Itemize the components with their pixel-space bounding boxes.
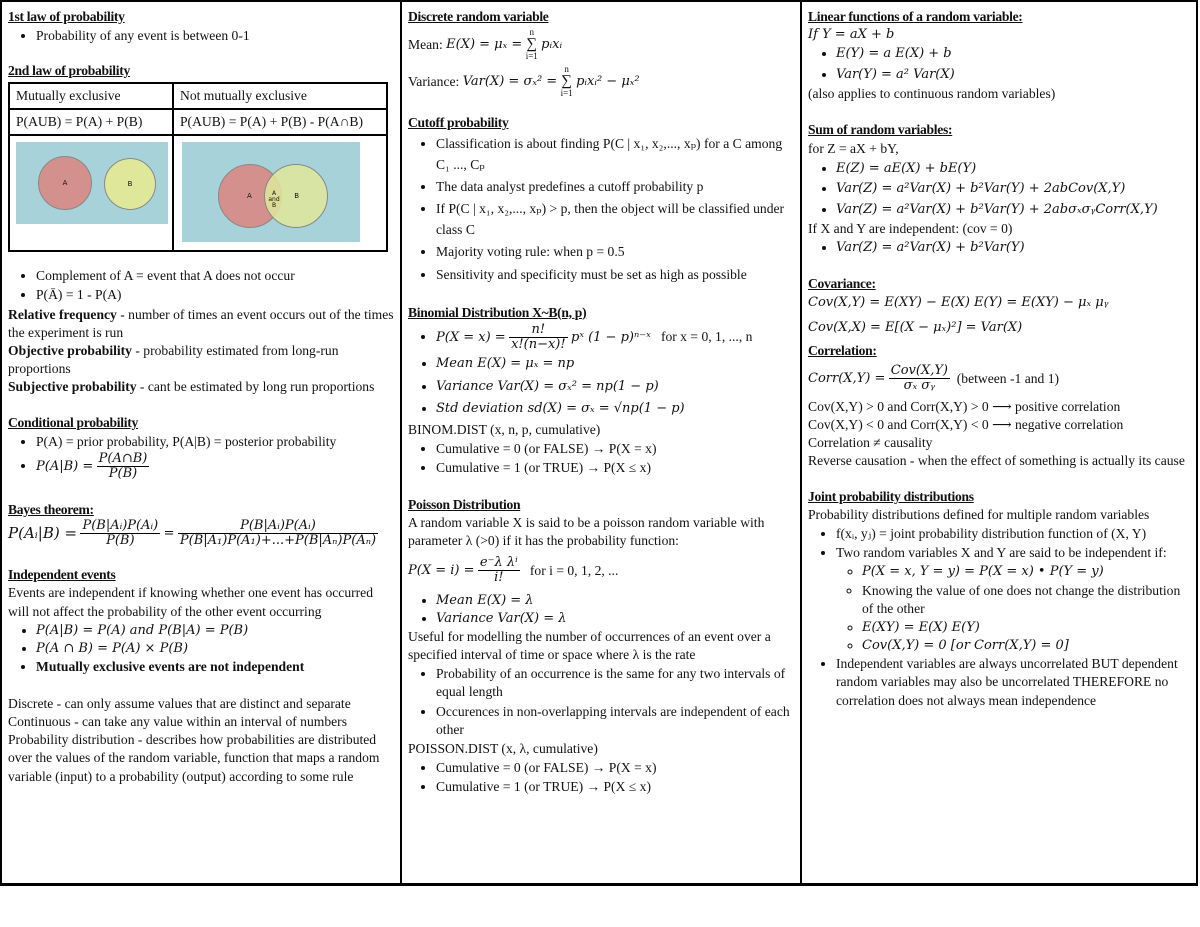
venn-cell-exclusive — [9, 135, 173, 251]
second-law-table — [8, 82, 388, 252]
poisson-assumptions-list — [408, 665, 794, 738]
list-item: • Classification is about finding P(C | x₁, x₂,..., xₚ) for a C among C₁ ..., Cₚ — [436, 133, 794, 175]
poisson-excel: POISSON.DIST (x, λ, cumulative) — [408, 740, 598, 756]
variance-formula: Variance: Var(X) = σₓ² = n ∑ i=1 pᵢxᵢ² − μₓ² — [408, 64, 640, 99]
first-law-title: 1st law of probability — [8, 9, 125, 24]
list-item: • If P(C | x₁, x₂,..., xₚ) > p, then the object will be classified under class C — [436, 198, 794, 240]
joint-definition: Probability distributions defined for multiple random variables — [808, 507, 1150, 523]
list-item: • Variance Var(X) = σₓ² = np(1 − p) — [436, 376, 794, 397]
first-law-list — [8, 27, 394, 45]
sum-independent-list — [808, 239, 1190, 256]
joint-list — [808, 525, 1190, 709]
correlation-causality: Correlation ≠ causality — [808, 434, 933, 450]
list-item: • Complement of A = event that A does not occur — [36, 267, 394, 285]
fraction: $\frac{\text{P(B|Aᵢ)P(Aᵢ)}}{P(B)}$ — [82, 517, 159, 549]
fraction: $\frac{n!}{x!(n-x)!}$ — [511, 321, 566, 352]
column-3 — [802, 2, 1196, 883]
linear-list — [808, 44, 1190, 84]
fraction: $\frac{\text{P(B|Aᵢ)P(Aᵢ)}}{\text{P(B|A₁)P(A₁)+...+P(B|Aₙ)P(Aₙ)}}$ — [179, 517, 377, 549]
cutoff-title: Cutoff probability — [408, 115, 509, 131]
reverse-causation: Reverse causation - when the effect of something is actually its cause — [808, 453, 1185, 468]
independence-conditions-list — [836, 563, 1190, 654]
list-item: • P(A|B) = P(A) and P(B|A) = P(B) — [36, 622, 394, 639]
list-item: • P(A ∩ B) = P(A) × P(B) — [36, 640, 394, 657]
circle-b: B — [104, 158, 156, 210]
list-item: • Mean E(X) = μₓ = np — [436, 353, 794, 374]
continuous-definition: Continuous - can take any value within an interval of numbers — [8, 714, 348, 730]
venn-diagram-exclusive — [16, 142, 168, 224]
sum-list — [808, 159, 1190, 220]
list-item: • Cumulative = 0 (or FALSE) → P(X = x) — [436, 759, 794, 777]
intersection-label: A and B — [268, 190, 280, 210]
list-item: • Variance Var(X) = λ — [436, 610, 794, 627]
table-cell: P(AUB) = P(A) + P(B) — [9, 109, 173, 135]
bayes-title: Bayes theorem: — [8, 501, 94, 517]
independent-list — [8, 622, 394, 677]
sum-independent: If X and Y are independent: (cov = 0) — [808, 221, 1013, 237]
independent-title: Independent events — [8, 567, 116, 583]
list-item: ◦ E(XY) = E(X) E(Y) — [862, 619, 1190, 636]
list-item: • Probability of any event is between 0-1 — [36, 27, 394, 45]
covariance-title: Covariance: — [808, 276, 876, 292]
venn-cell-not-exclusive — [173, 135, 387, 251]
summation: n ∑ i=1 — [560, 64, 573, 99]
poisson-moments-list — [408, 592, 794, 628]
binomial-title: Binomial Distribution X~B(n, p) — [408, 304, 587, 320]
poisson-title: Poisson Distribution — [408, 496, 521, 512]
poisson-cumulative-list — [408, 759, 794, 796]
table-cell: P(AUB) = P(A) + P(B) - P(A∩B) — [173, 109, 387, 135]
circle-a: A — [218, 164, 282, 228]
list-item: ◦ Knowing the value of one does not change the distribution of the other — [862, 582, 1190, 618]
table-header: Mutually exclusive — [9, 83, 173, 109]
complement-list — [8, 267, 394, 304]
list-item: • Var(Z) = a²Var(X) + b²Var(Y) + 2abCov(X,Y) — [836, 179, 1190, 199]
column-2 — [402, 2, 802, 883]
circle-b: B — [264, 164, 328, 228]
list-item: • Std deviation sd(X) = σₓ = √np(1 − p) — [436, 398, 794, 419]
conditional-title: Conditional probability — [8, 414, 138, 430]
binomial-list — [408, 323, 794, 420]
list-item: • E(Z) = aE(X) + bE(Y) — [836, 159, 1190, 179]
list-item: • Cumulative = 1 (or TRUE) → P(X ≤ x) — [436, 459, 794, 477]
list-item: • Var(Z) = a²Var(X) + b²Var(Y) — [836, 239, 1190, 256]
independent-definition: Events are independent if knowing whether one event has occurred will not affect the probability of the other event occurring — [8, 585, 374, 619]
cutoff-list — [408, 133, 794, 284]
venn-diagram-overlap — [182, 142, 360, 242]
covariance-self-formula: Cov(X,X) = E[(X − μₓ)²] = Var(X) — [808, 319, 1023, 335]
list-item: • P(A) = prior probability, P(A|B) = posterior probability — [36, 433, 394, 451]
list-item: • Mutually exclusive events are not independent — [36, 658, 394, 676]
conditional-list — [8, 433, 394, 482]
relative-frequency: Relative frequency - number of times an event occurs out of the times the experiment is run — [8, 306, 394, 340]
summation: n ∑ i=1 — [525, 27, 538, 62]
list-item: • P(A|B) = $\frac{P(A\cap B)}{P(B)}$ — [36, 452, 394, 482]
sum-for: for Z = aX + bY, — [808, 140, 899, 156]
list-item: • Two random variables X and Y are said to be independent if: ◦ P(X = x, Y = y) = P(X = x) • P(Y = y) ◦ Knowing the value of one does not change the distribution of the other ◦ E(XY) = E(X) E(Y) ◦ Cov(X,Y) = 0 [or Corr(X,Y) = 0] — [836, 544, 1190, 654]
sum-title: Sum of random variables: — [808, 122, 953, 138]
binomial-cumulative-list — [408, 440, 794, 477]
joint-title: Joint probability distributions — [808, 489, 974, 505]
fraction: $\frac{P(A\cap B)}{P(B)}$ — [98, 451, 148, 482]
objective-probability: Objective probability - probability estimated from long-run proportions — [8, 342, 339, 376]
list-item: • Cumulative = 0 (or FALSE) → P(X = x) — [436, 440, 794, 458]
list-item: • E(Y) = a E(X) + b — [836, 44, 1190, 64]
list-item: • f(xᵢ, yⱼ) = joint probability distribution function of (X, Y) — [836, 525, 1190, 543]
binomial-excel: BINOM.DIST (x, n, p, cumulative) — [408, 421, 601, 437]
list-item: • Occurences in non-overlapping intervals are independent of each other — [436, 703, 794, 739]
fraction: $\frac{\text{Cov(X,Y)}}{\text{σₓ σᵧ}}$ — [890, 363, 948, 394]
correlation-positive: Cov(X,Y) > 0 and Corr(X,Y) > 0 ⟶ positive correlation — [808, 398, 1121, 414]
list-item: • P(X = x) = $\frac{n!}{x!(n-x)!}$ pˣ (1 − p)ⁿ⁻ˣ for x = 0, 1, ..., n — [436, 323, 794, 353]
list-item: • Var(Y) = a² Var(X) — [836, 65, 1190, 85]
circle-a: A — [38, 156, 92, 210]
mean-formula: Mean: E(X) = μₓ = n ∑ i=1 pᵢxᵢ — [408, 27, 563, 62]
second-law-title: 2nd law of probability — [8, 63, 130, 79]
list-item: ◦ Cov(X,Y) = 0 [or Corr(X,Y) = 0] — [862, 637, 1190, 654]
covariance-formula: Cov(X,Y) = E(XY) − E(X) E(Y) = E(XY) − μₓ μᵧ — [808, 294, 1109, 310]
correlation-negative: Cov(X,Y) < 0 and Corr(X,Y) < 0 ⟶ negative correlation — [808, 416, 1124, 432]
poisson-pmf: P(X = i) = $\frac{\text{e⁻λ λⁱ}}{i!}$ for i = 0, 1, 2, ... — [408, 555, 619, 586]
list-item: ◦ P(X = x, Y = y) = P(X = x) • P(Y = y) — [862, 563, 1190, 580]
discrete-rv-title: Discrete random variable — [408, 9, 549, 24]
list-item: • Cumulative = 1 (or TRUE) → P(X ≤ x) — [436, 778, 794, 796]
list-item: • Probability of an occurrence is the same for any two intervals of equal length — [436, 665, 794, 701]
fraction: $\frac{\text{e⁻λ λⁱ}}{i!}$ — [479, 555, 518, 586]
list-item: • Sensitivity and specificity must be set as high as possible — [436, 264, 794, 285]
bayes-formula: P(Aᵢ|B) = $\frac{\text{P(B|Aᵢ)P(Aᵢ)}}{P(B)}$ = $\frac{\text{P(B|Aᵢ)P(Aᵢ)}}{\text{P(B|A₁)P(A₁)+...+P(B|Aₙ)P(Aₙ)}}$ — [8, 517, 377, 549]
list-item: • Independent variables are always uncorrelated BUT dependent random variables may also be uncorrelated THEREFORE no correlation does not always mean independence — [836, 655, 1190, 709]
list-item: • The data analyst predefines a cutoff probability p — [436, 176, 794, 197]
list-item: • P(Ā) = 1 - P(A) — [36, 286, 394, 304]
correlation-title: Correlation: — [808, 343, 877, 359]
subjective-probability: Subjective probability - cant be estimated by long run proportions — [8, 378, 375, 394]
list-item: • Majority voting rule: when p = 0.5 — [436, 241, 794, 262]
poisson-use: Useful for modelling the number of occurrences of an event over a specified interval of time or space where λ is the rate — [408, 629, 771, 663]
linear-if: If Y = aX + b — [808, 27, 895, 43]
linear-note: (also applies to continuous random variables) — [808, 86, 1056, 102]
table-header: Not mutually exclusive — [173, 83, 387, 109]
list-item: • Var(Z) = a²Var(X) + b²Var(Y) + 2abσₓσᵧCorr(X,Y) — [836, 200, 1190, 220]
linear-title: Linear functions of a random variable: — [808, 9, 1023, 24]
poisson-definition: A random variable X is said to be a poisson random variable with parameter λ (>0) if it has the probability function: — [408, 514, 765, 548]
list-item: • Mean E(X) = λ — [436, 592, 794, 609]
correlation-formula: Corr(X,Y) = $\frac{\text{Cov(X,Y)}}{\text{σₓ σᵧ}}$ (between -1 and 1) — [808, 363, 1060, 394]
probability-distribution-definition: Probability distribution - describes how probabilities are distributed over the values of the random variable, function that maps a random variable (input) to a probability (output) according to some rule — [8, 732, 380, 784]
column-1 — [2, 2, 402, 883]
discrete-definition: Discrete - can only assume values that are distinct and separate — [8, 696, 351, 712]
